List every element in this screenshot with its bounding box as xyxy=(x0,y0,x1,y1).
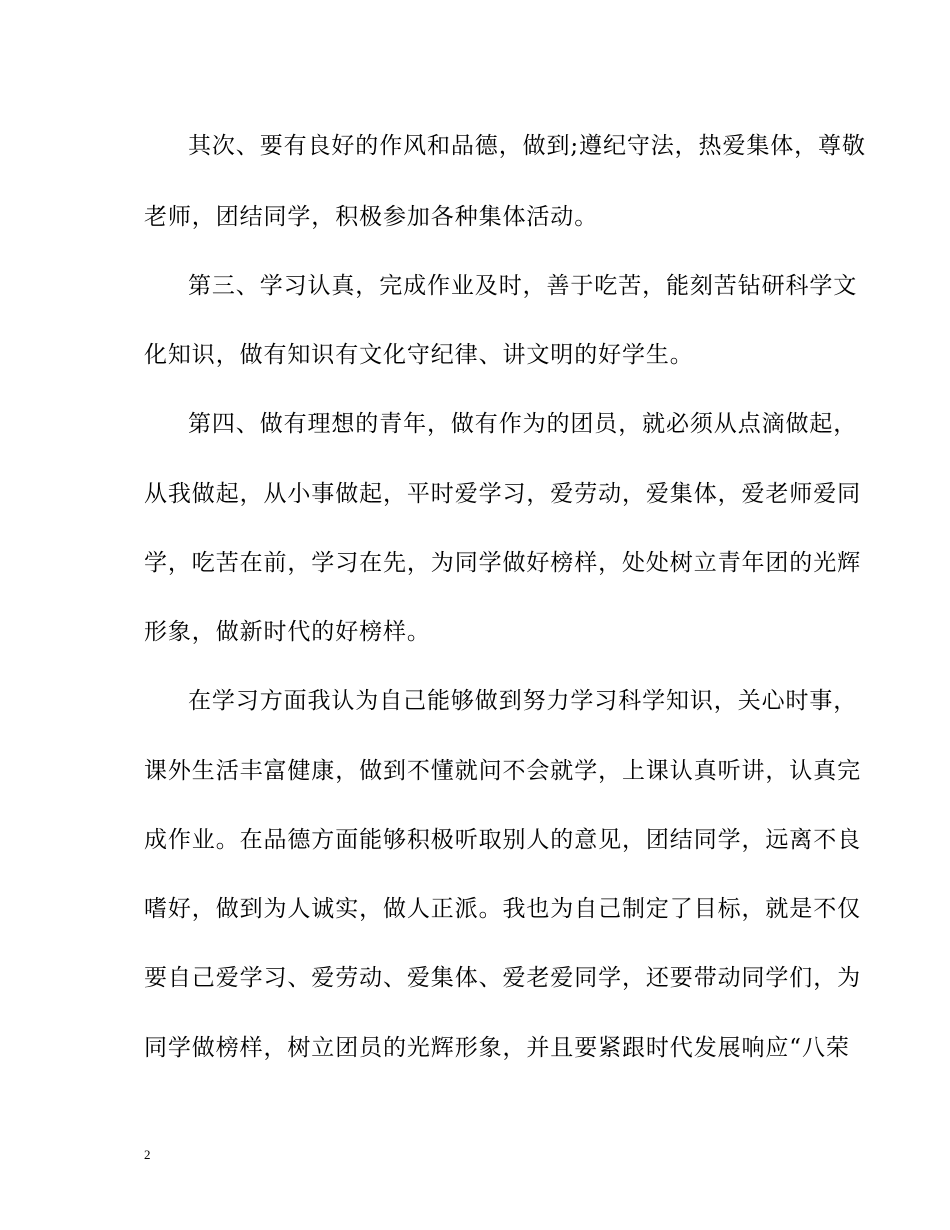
text-line xyxy=(0,266,950,306)
line-text: 嗜好，做到为人诚实，做人正派。我也为自己制定了目标，就是不仅 xyxy=(144,896,861,922)
text-line xyxy=(0,126,950,166)
text-line xyxy=(0,958,950,998)
text-line xyxy=(0,681,950,721)
text-line xyxy=(0,612,950,652)
line-text: 其次、要有良好的作风和品德，做到;遵纪守法，热爱集体，尊敬 xyxy=(188,133,866,159)
line-text: 化知识，做有知识有文化守纪律、讲文明的好学生。 xyxy=(144,342,694,368)
text-line xyxy=(0,820,950,860)
line-text: 课外生活丰富健康，做到不懂就问不会就学，上课认真听讲，认真完 xyxy=(144,758,861,784)
text-line xyxy=(0,543,950,583)
line-text: 第四、做有理想的青年，做有作为的团员，就必须从点滴做起， xyxy=(188,411,858,437)
text-line xyxy=(0,1028,950,1068)
text-line xyxy=(0,335,950,375)
text-line xyxy=(0,889,950,929)
line-text: 学，吃苦在前，学习在先，为同学做好榜样，处处树立青年团的光辉 xyxy=(144,550,861,576)
line-text: 从我做起，从小事做起，平时爱学习，爱劳动，爱集体，爱老师爱同 xyxy=(144,481,861,507)
text-line xyxy=(0,751,950,791)
line-text: 在学习方面我认为自己能够做到努力学习科学知识，关心时事， xyxy=(188,688,858,714)
line-text: 第三、学习认真，完成作业及时，善于吃苦，能刻苦钻研科学文 xyxy=(188,273,858,299)
line-text: 成作业。在品德方面能够积极听取别人的意见，团结同学，远离不良 xyxy=(144,827,861,853)
text-line xyxy=(0,474,950,514)
page-number: 2 xyxy=(144,1147,151,1162)
line-text: 形象，做新时代的好榜样。 xyxy=(144,619,431,645)
line-text: 同学做榜样，树立团员的光辉形象，并且要紧跟时代发展响应“八荣 xyxy=(144,1035,850,1061)
line-text: 要自己爱学习、爱劳动、爱集体、爱老爱同学，还要带动同学们，为 xyxy=(144,965,861,991)
text-line xyxy=(0,404,950,444)
text-line xyxy=(0,197,950,237)
line-text: 老师，团结同学，积极参加各种集体活动。 xyxy=(144,204,599,230)
